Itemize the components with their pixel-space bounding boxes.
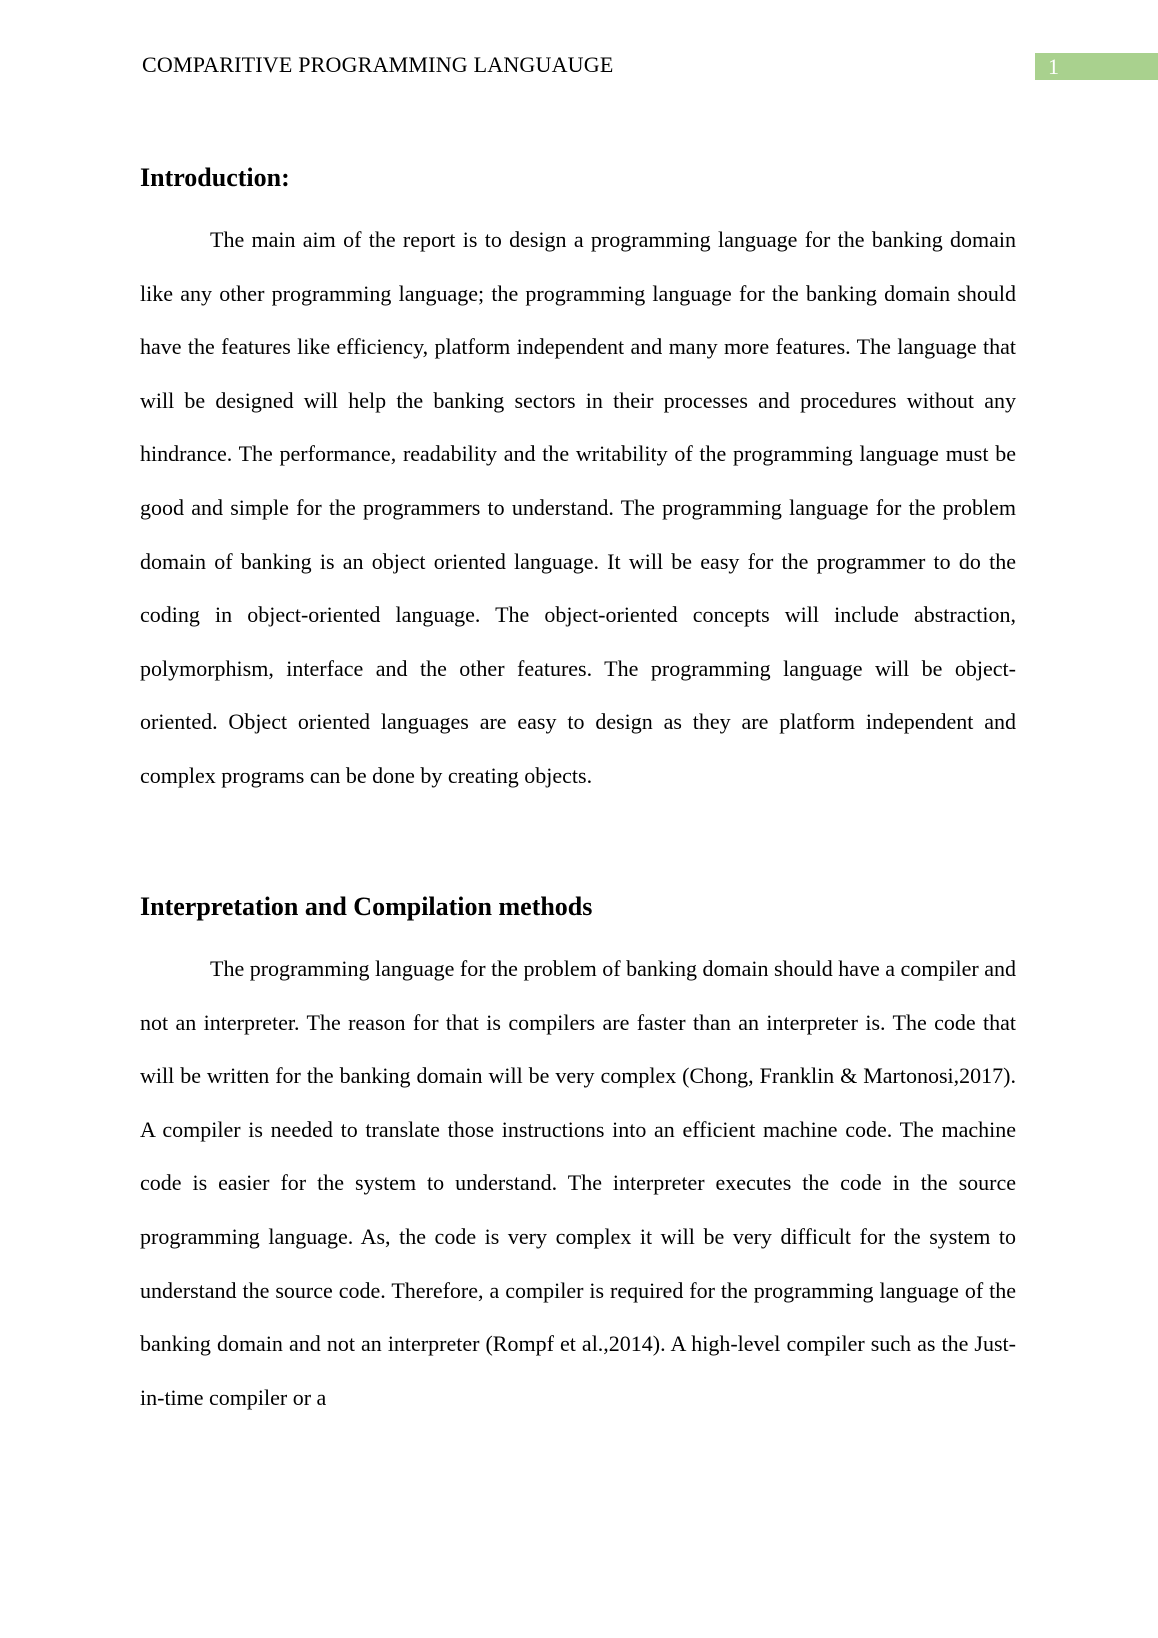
section-paragraph-introduction <box>140 213 1016 803</box>
page-number-badge <box>1035 53 1158 80</box>
running-header-title: COMPARITIVE PROGRAMMING LANGUAUGE <box>142 52 614 77</box>
section-heading-interpretation-compilation: Interpretation and Compilation methods <box>140 892 593 921</box>
section-paragraph-interpretation-compilation <box>140 942 1016 1424</box>
page-number: 1 <box>1048 54 1059 79</box>
section-heading-introduction: Introduction: <box>140 163 290 192</box>
paragraph-text: The main aim of the report is to design a programming language for the banking domain like any other programming language; the programming language for the banking domain should have the features like efficiency, platform independent and many more features. The language that will be designed will help the banking sectors in their processes and procedures without any hindrance. The performance, readability and the writability of the programming language must be good and simple for the programmers to understand. The programming language for the problem domain of banking is an object oriented language. It will be easy for the programmer to do the coding in object-oriented language. The object-oriented concepts will include abstraction, polymorphism, interface and the other features. The programming language will be object-oriented. Object oriented languages are easy to design as they are platform independent and complex programs can be done by creating objects. <box>140 227 1016 788</box>
paragraph-text: The programming language for the problem of banking domain should have a compiler and not an interpreter. The reason for that is compilers are faster than an interpreter is. The code that will be written for the banking domain will be very complex (Chong, Franklin & Martonosi,2017). A compiler is needed to translate those instructions into an efficient machine code. The machine code is easier for the system to understand. The interpreter executes the code in the source programming language. As, the code is very complex it will be very difficult for the system to understand the source code. Therefore, a compiler is required for the programming language of the banking domain and not an interpreter (Rompf et al.,2014). A high-level compiler such as the Just-in-time compiler or a <box>140 956 1016 1410</box>
